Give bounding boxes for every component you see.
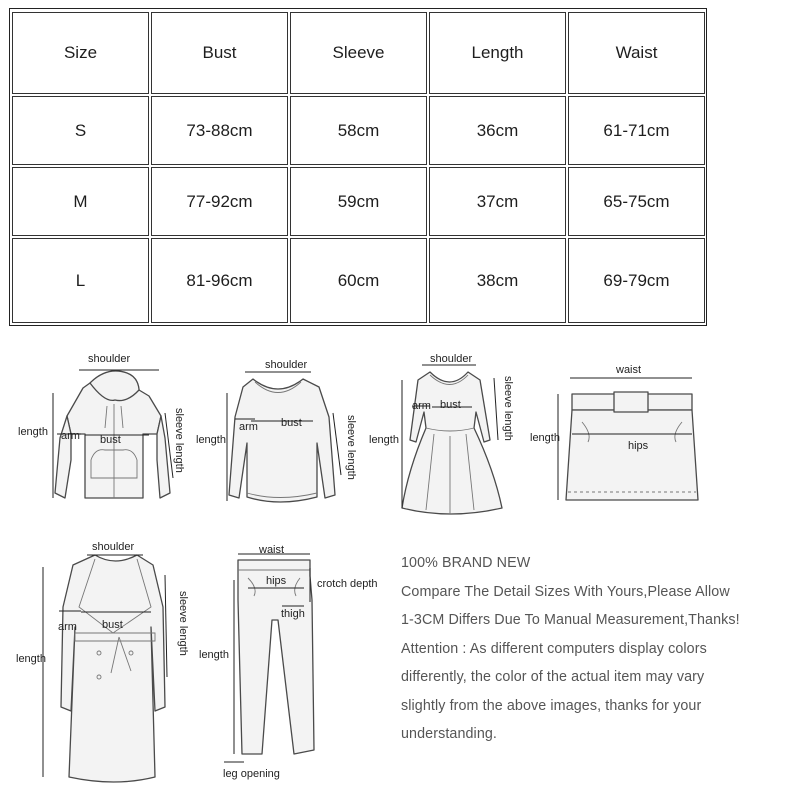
skirt-hips-label: hips (628, 440, 649, 452)
brand-new-note: 100% BRAND NEW (401, 555, 531, 571)
pants-thigh-label: thigh (281, 608, 305, 620)
table-cell: 37cm (429, 167, 566, 236)
skirt-length-label: length (530, 432, 560, 444)
pants-leg-opening-label: leg opening (223, 768, 280, 780)
table-cell: 77-92cm (151, 167, 288, 236)
table-cell: 59cm (290, 167, 427, 236)
hoodie-shoulder-label: shoulder (88, 353, 131, 365)
skirt-waist-label: waist (616, 364, 642, 376)
table-cell: 60cm (290, 238, 427, 323)
table-cell: M (12, 167, 149, 236)
table-header-cell: Length (429, 12, 566, 94)
table-cell: S (12, 96, 149, 165)
pants-length-label: length (199, 649, 229, 661)
table-cell: 65-75cm (568, 167, 705, 236)
hoodie-length-label: length (18, 426, 48, 438)
coat-arm-label: arm (58, 621, 77, 633)
table-cell: 38cm (429, 238, 566, 323)
skirt-diagram (528, 362, 708, 512)
table-cell: 61-71cm (568, 96, 705, 165)
pants-waist-label: waist (259, 544, 285, 556)
coat-sleeve-length-label: sleeve length (177, 591, 189, 656)
attention-note-line-4: understanding. (401, 726, 497, 742)
table-cell: 36cm (429, 96, 566, 165)
compare-sizes-note: Compare The Detail Sizes With Yours,Please Allow (401, 583, 730, 600)
sweater-sleeve-length-label: sleeve length (345, 415, 357, 480)
attention-note-line-3: slightly from the above images, thanks for your (401, 697, 702, 714)
sweater-diagram (195, 355, 365, 515)
table-cell: L (12, 238, 149, 323)
attention-note-line-1: Attention : As different computers display colors (401, 640, 707, 657)
dress-diagram (368, 350, 528, 520)
dress-arm-label: arm (412, 400, 431, 412)
product-notes (401, 549, 793, 749)
table-header-cell: Bust (151, 12, 288, 94)
table-cell: 73-88cm (151, 96, 288, 165)
sweater-arm-label: arm (239, 421, 258, 433)
table-header-cell: Size (12, 12, 149, 94)
pants-diagram (198, 540, 383, 790)
table-header-cell: Waist (568, 12, 705, 94)
sweater-bust-label: bust (281, 417, 302, 429)
hoodie-sleeve-length-label: sleeve length (173, 408, 185, 473)
coat-diagram (15, 537, 200, 792)
coat-length-label: length (16, 653, 46, 665)
table-header-cell: Sleeve (290, 12, 427, 94)
dress-sleeve-length-label: sleeve length (502, 376, 514, 441)
hoodie-bust-label: bust (100, 434, 121, 446)
pants-crotch-depth-label: crotch depth (317, 578, 378, 590)
sweater-length-label: length (196, 434, 226, 446)
coat-bust-label: bust (102, 619, 123, 631)
dress-shoulder-label: shoulder (430, 353, 473, 365)
pants-hips-label: hips (266, 575, 287, 587)
hoodie-diagram (15, 348, 195, 508)
table-cell: 81-96cm (151, 238, 288, 323)
dress-bust-label: bust (440, 399, 461, 411)
table-cell: 69-79cm (568, 238, 705, 323)
table-cell: 58cm (290, 96, 427, 165)
coat-shoulder-label: shoulder (92, 541, 135, 553)
hoodie-arm-label: arm (61, 430, 80, 442)
sweater-shoulder-label: shoulder (265, 359, 308, 371)
measurement-tolerance-note: 1-3CM Differs Due To Manual Measurement,Thanks! (401, 612, 740, 628)
attention-note-line-2: differently, the color of the actual item may vary (401, 669, 705, 685)
dress-length-label: length (369, 434, 399, 446)
